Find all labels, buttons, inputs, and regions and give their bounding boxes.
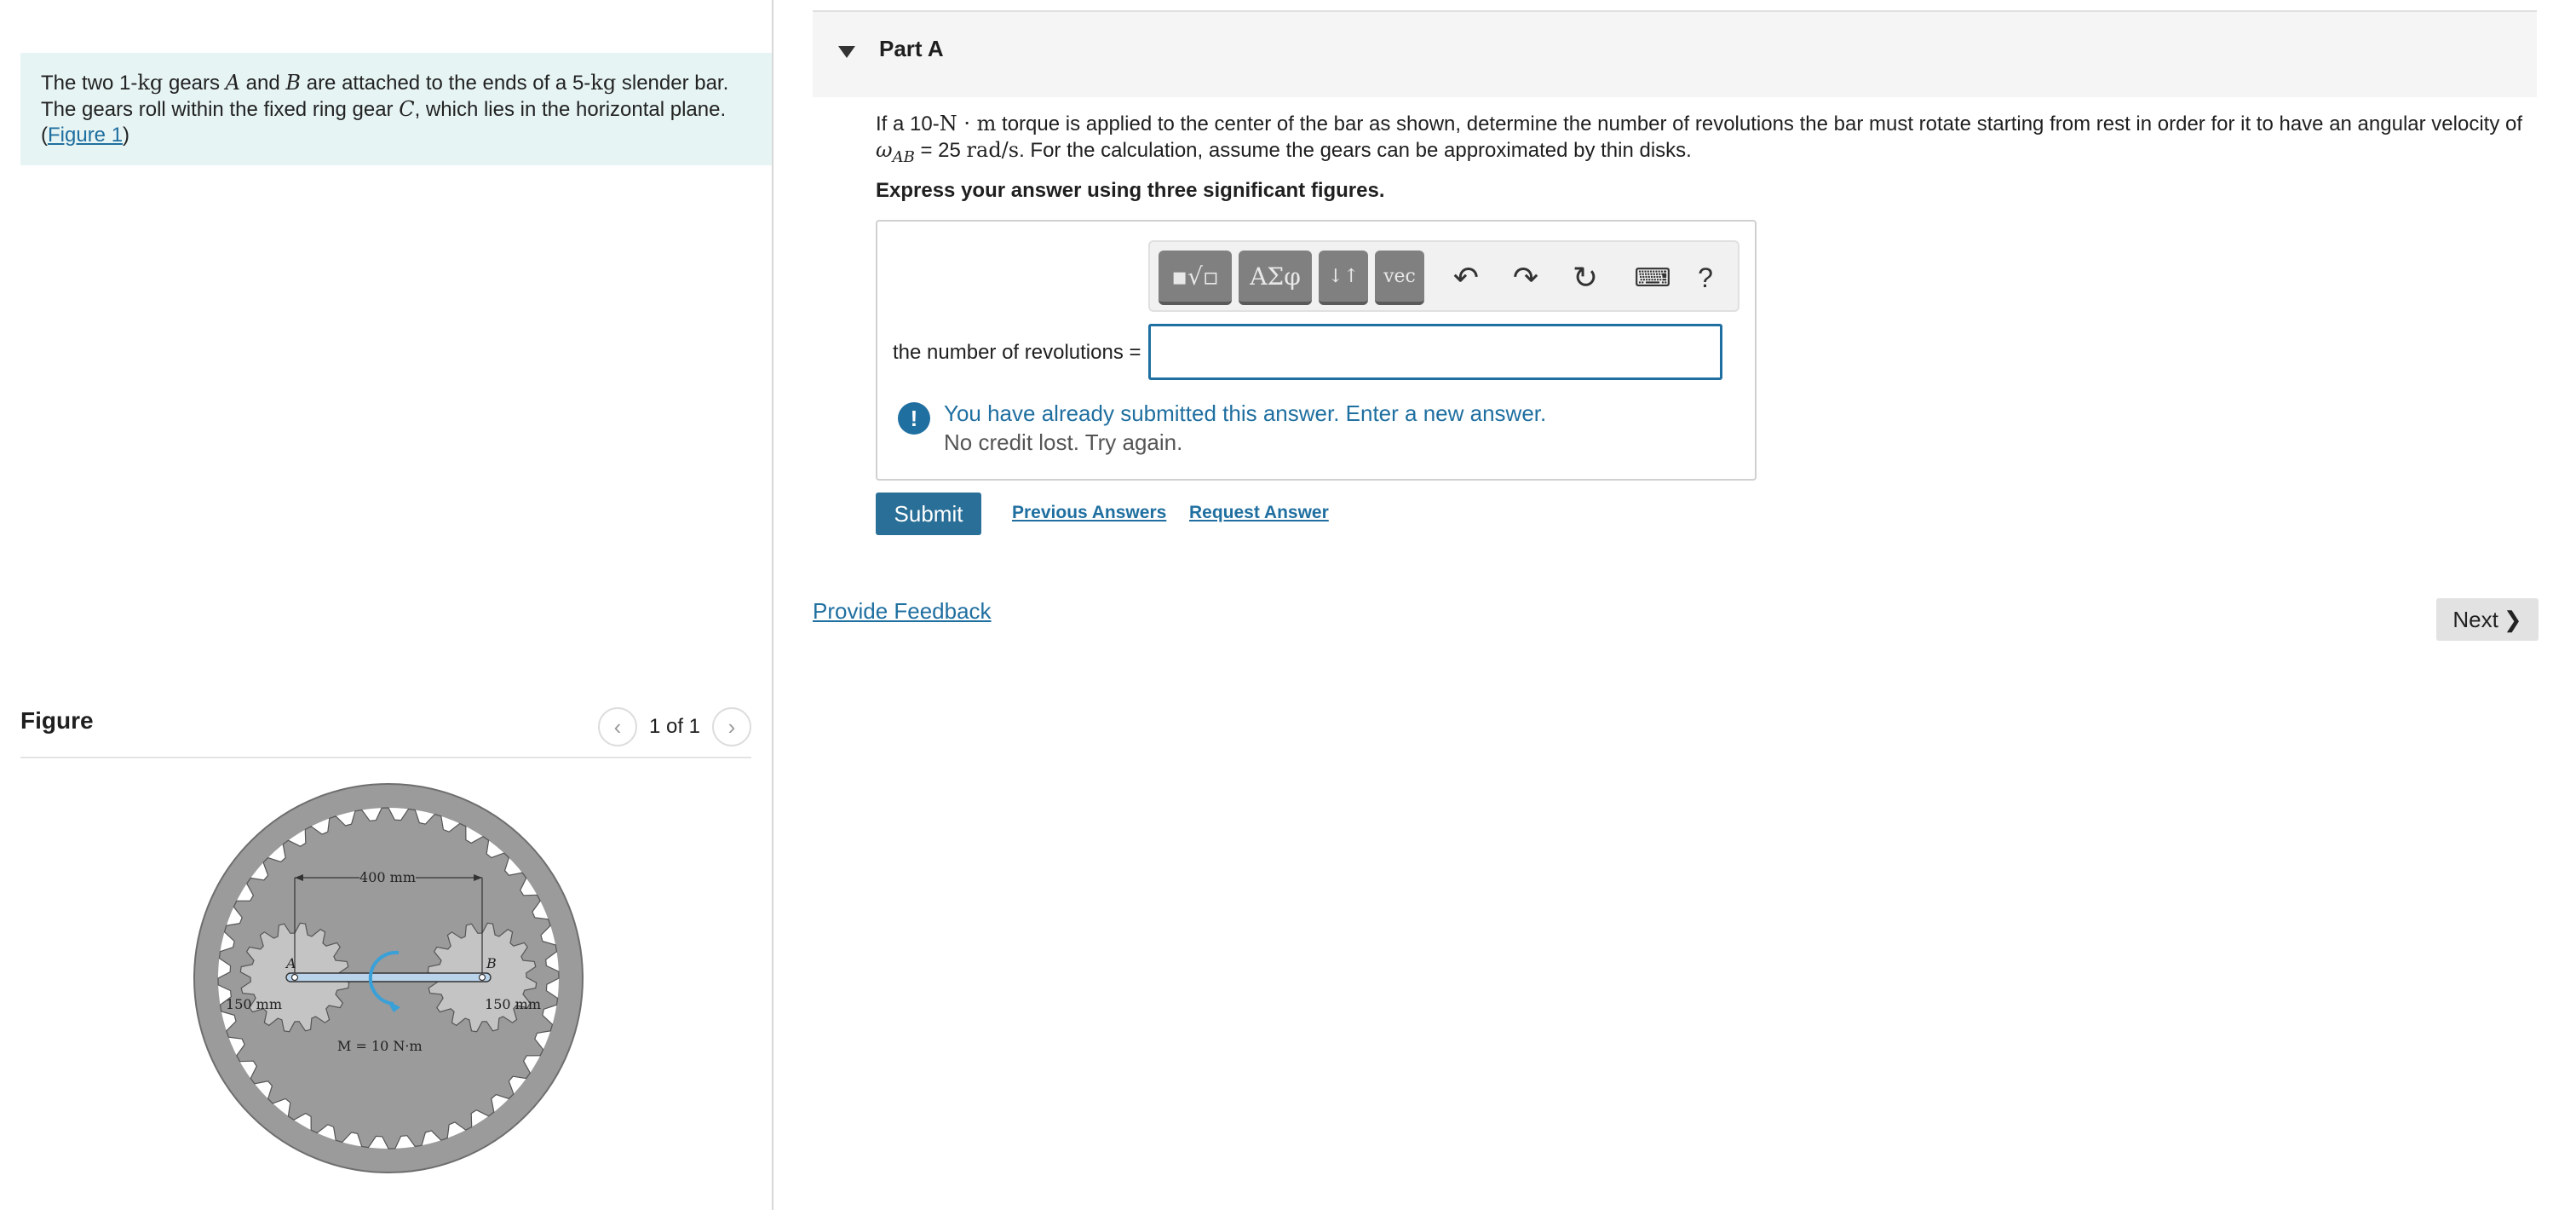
undo-icon: ↶ (1452, 260, 1480, 295)
reset-icon: ↻ (1572, 260, 1599, 295)
intro-text: ) (123, 124, 130, 147)
undo-button[interactable] (1445, 259, 1487, 297)
answer-instruction: Express your answer using three significant figures. (876, 179, 1385, 202)
pager-text: 1 of 1 (648, 715, 700, 738)
unit-kg: kg (590, 71, 617, 95)
help-button[interactable] (1687, 259, 1724, 297)
arrows-button[interactable] (1319, 251, 1368, 305)
unit-kg: kg (137, 71, 164, 95)
reset-button[interactable] (1564, 259, 1607, 297)
right-radius-label: 150 mm (485, 996, 541, 1012)
vector-icon: vec (1383, 265, 1416, 287)
pin-b (480, 975, 486, 981)
problem-statement (20, 53, 772, 165)
part-title: Part A (879, 36, 944, 61)
omega-subscript: AB (892, 147, 915, 166)
question-text-part: torque is applied to the center of the bar as shown, determine the number of revolutions the bar must rotate starting from rest in order for it to have an angular velocity of (996, 112, 2522, 135)
intro-text: , which lies in the horizontal plane. ( (41, 98, 727, 147)
prev-figure-button[interactable] (598, 707, 637, 746)
redo-button[interactable] (1504, 259, 1547, 297)
next-label: Next (2452, 606, 2498, 632)
figure-title: Figure (20, 707, 94, 734)
redo-icon: ↷ (1512, 260, 1539, 295)
left-panel (0, 0, 773, 1210)
gear-figure (193, 782, 584, 1174)
intro-text: gears (163, 72, 226, 95)
templates-button[interactable] (1159, 251, 1232, 305)
templates-icon: ▪√▫ (1171, 262, 1219, 291)
left-radius-label: 150 mm (226, 996, 282, 1012)
symbols-button[interactable] (1239, 251, 1312, 305)
vector-button[interactable] (1375, 251, 1424, 305)
moment-label: M = 10 N·m (337, 1038, 423, 1054)
omega-symbol: ω (876, 138, 893, 162)
gear-a-symbol: A (225, 71, 241, 95)
answer-field-label: the number of revolutions = (893, 341, 1141, 364)
intro-text: are attached to the ends of a 5- (301, 72, 591, 95)
keyboard-icon: ⌨ (1634, 263, 1671, 292)
slender-bar (286, 973, 491, 982)
unit-rad-s: rad/s (966, 138, 1020, 162)
help-icon: ? (1698, 262, 1713, 293)
keyboard-button[interactable] (1627, 259, 1678, 297)
caret-down-icon[interactable] (838, 46, 855, 58)
label-a: A (286, 955, 296, 971)
chevron-right-icon: ❯ (2503, 606, 2522, 632)
part-header[interactable] (813, 10, 2537, 97)
intro-text: The two 1- (41, 72, 138, 95)
arrows-icon: ↓↑ (1327, 265, 1360, 287)
feedback-submessage: No credit lost. Try again. (944, 429, 1183, 455)
feedback-message: You have already submitted this answer. Enter a new answer. (944, 400, 1547, 426)
submit-button[interactable]: Submit (876, 493, 981, 535)
answer-input[interactable] (1148, 324, 1722, 380)
question-text-part: If a 10- (876, 112, 940, 135)
unit-nm: N · m (939, 112, 997, 135)
previous-answers-link[interactable]: Previous Answers (1012, 503, 1167, 522)
right-panel (773, 0, 2576, 1210)
figure-link[interactable]: Figure 1 (48, 124, 124, 147)
gear-c-symbol: C (399, 97, 415, 121)
question-text-part: = 25 (914, 139, 967, 162)
intro-text: and (240, 72, 286, 95)
pin-a (292, 975, 298, 981)
greek-symbols-icon: ΑΣφ (1250, 262, 1301, 291)
provide-feedback-link[interactable]: Provide Feedback (813, 598, 992, 624)
exclamation-icon: ! (898, 402, 930, 435)
gear-b-symbol: B (285, 71, 302, 95)
label-b: B (486, 955, 497, 971)
figure-header (20, 697, 751, 758)
next-figure-button[interactable] (712, 707, 751, 746)
question-text (876, 111, 2528, 170)
chevron-left-icon: ‹ (613, 713, 622, 740)
math-toolbar (1148, 240, 1739, 312)
chevron-right-icon: › (727, 713, 736, 740)
next-button[interactable] (2436, 598, 2539, 641)
intro-text: slender bar. The gears roll within the fixed ring gear (41, 72, 729, 121)
width-label: 400 mm (359, 869, 416, 885)
figure-pager (598, 707, 751, 746)
question-text-part: . For the calculation, assume the gears can be approximated by thin disks. (1019, 139, 1692, 162)
answer-box (876, 220, 1757, 481)
request-answer-link[interactable]: Request Answer (1189, 503, 1329, 522)
